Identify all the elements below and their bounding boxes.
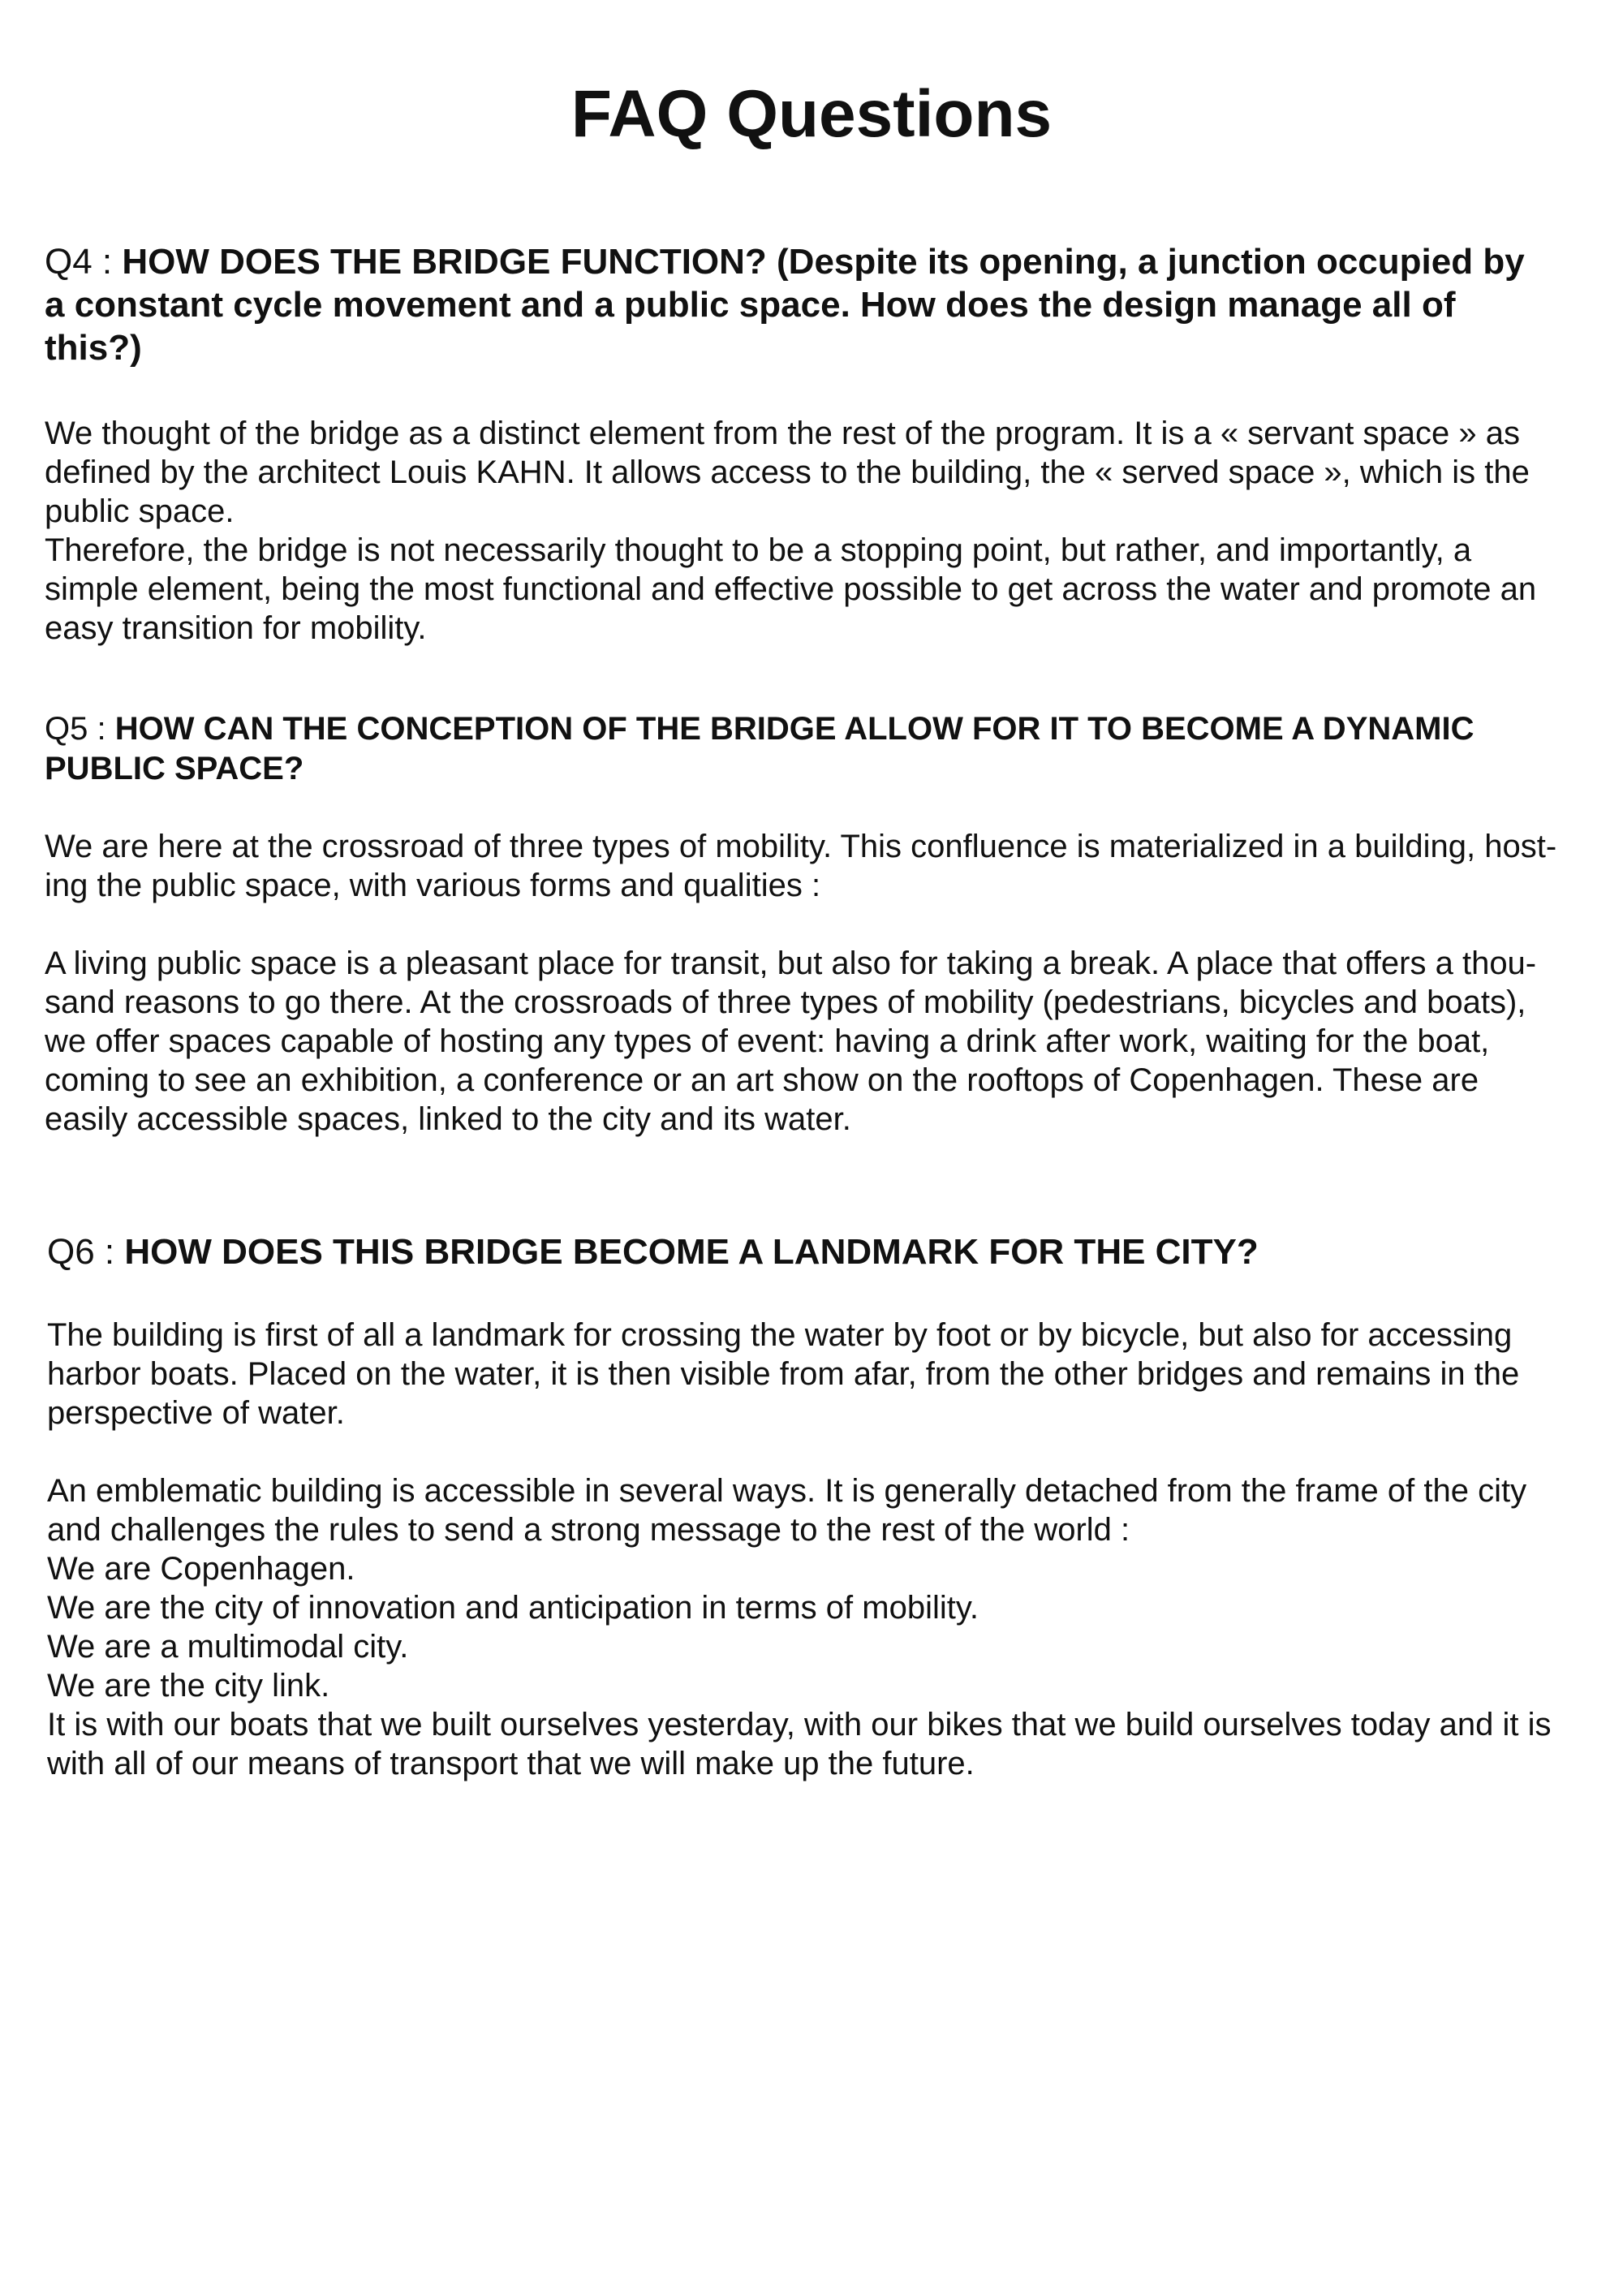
question-text-line: PUBLIC SPACE?	[45, 751, 304, 786]
answer-line: perspective of water.	[47, 1395, 345, 1431]
answer-line: The building is first of all a landmark for crossing the water by foot or by bicycle, but also for accessing	[47, 1317, 1513, 1353]
answer-line: We thought of the bridge as a distinct element from the rest of the program. It is a « servant space » as	[45, 416, 1520, 451]
faq-answer-paragraph	[47, 1471, 1589, 1783]
faq-answer-paragraph	[45, 827, 1586, 905]
question-text-line: HOW DOES THE BRIDGE FUNCTION? (Despite its opening, a junction occupied by	[122, 242, 1525, 282]
answer-line: We are the city link.	[47, 1668, 330, 1704]
question-number: Q4 :	[45, 242, 123, 282]
question-text-line: HOW DOES THIS BRIDGE BECOME A LANDMARK FOR THE CITY?	[124, 1232, 1259, 1272]
answer-line: A living public space is a pleasant place for transit, but also for taking a break. A place that offers a thou-	[45, 946, 1537, 981]
answer-line: ing the public space, with various forms and qualities :	[45, 868, 821, 903]
answer-line: harbor boats. Placed on the water, it is then visible from afar, from the other bridges and remains in the	[47, 1356, 1520, 1392]
answer-line: we offer spaces capable of hosting any types of event: having a drink after work, waiting for the boat,	[45, 1023, 1490, 1059]
answer-line: easily accessible spaces, linked to the city and its water.	[45, 1101, 851, 1137]
question-number: Q5 :	[45, 711, 115, 747]
question-text-line: HOW CAN THE CONCEPTION OF THE BRIDGE ALLOW FOR IT TO BECOME A DYNAMIC	[114, 711, 1474, 747]
faq-answer-paragraph	[45, 414, 1586, 648]
answer-line: We are Copenhagen.	[47, 1551, 355, 1587]
faq-answer-paragraph	[47, 1316, 1589, 1432]
answer-line: An emblematic building is accessible in several ways. It is generally detached from the frame of the city	[47, 1473, 1527, 1509]
faq-answer-paragraph	[45, 944, 1586, 1139]
answer-line: Therefore, the bridge is not necessarily thought to be a stopping point, but rather, and importantly, a	[45, 532, 1472, 568]
page-title: FAQ Questions	[570, 77, 1053, 151]
answer-line: We are here at the crossroad of three types of mobility. This confluence is materialized in a building, host-	[45, 829, 1557, 864]
answer-line: coming to see an exhibition, a conference or an art show on the rooftops of Copenhagen. These are	[45, 1062, 1479, 1098]
question-text-line: this?)	[45, 328, 142, 368]
faq-item-q6	[47, 1230, 1589, 1783]
answer-line: simple element, being the most functional and effective possible to get across the water and promote an	[45, 571, 1537, 607]
question-number: Q6 :	[47, 1232, 125, 1272]
faq-item-q4	[45, 240, 1586, 648]
answer-line: defined by the architect Louis KAHN. It allows access to the building, the « served space », which is the	[45, 454, 1530, 490]
answer-line: public space.	[45, 493, 235, 529]
faq-question	[45, 709, 1586, 789]
faq-item-q5	[45, 709, 1586, 1139]
answer-line: It is with our boats that we built ourselves yesterday, with our bikes that we build ourselves today and it is	[47, 1707, 1552, 1742]
answer-line: with all of our means of transport that we will make up the future.	[47, 1746, 975, 1781]
answer-line: We are the city of innovation and anticipation in terms of mobility.	[47, 1590, 979, 1626]
faq-question	[47, 1230, 1589, 1273]
faq-question	[45, 240, 1586, 369]
answer-line: easy transition for mobility.	[45, 610, 427, 646]
answer-line: sand reasons to go there. At the crossroads of three types of mobility (pedestrians, bicycles and boats),	[45, 984, 1526, 1020]
answer-line: We are a multimodal city.	[47, 1629, 409, 1665]
answer-line: and challenges the rules to send a strong message to the rest of the world :	[47, 1512, 1130, 1548]
question-text-line: a constant cycle movement and a public space. How does the design manage all of	[45, 285, 1456, 325]
